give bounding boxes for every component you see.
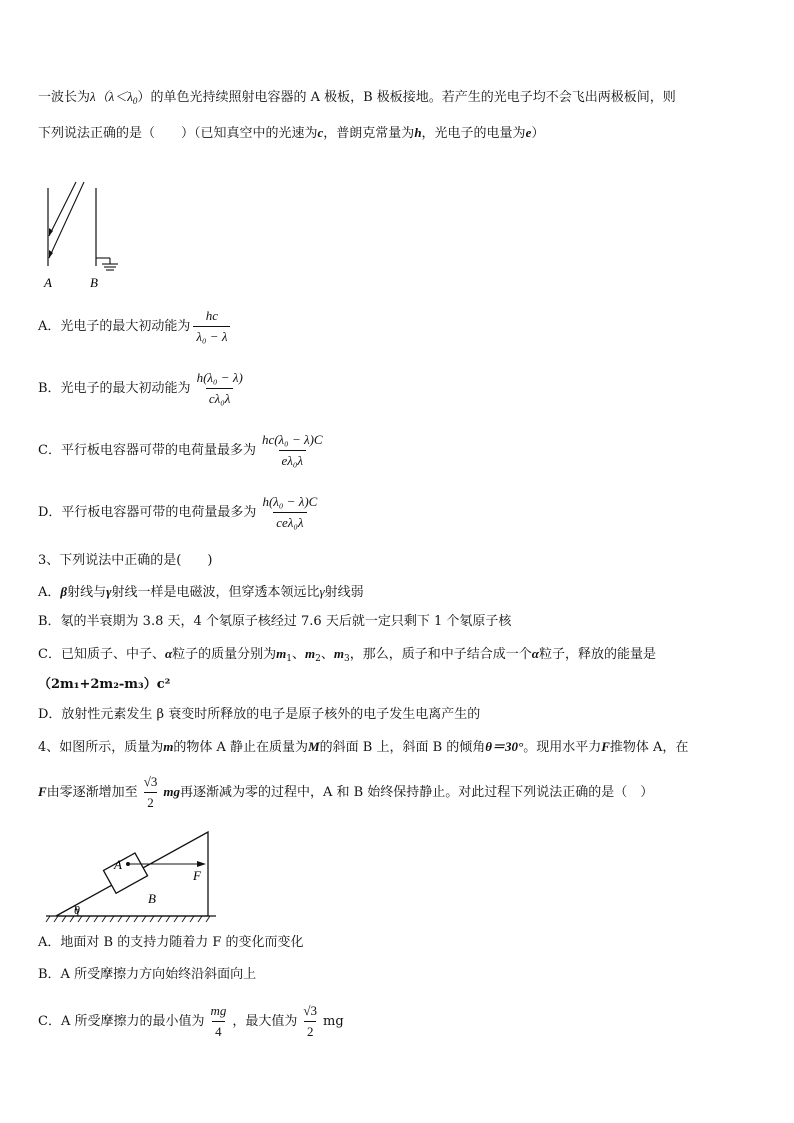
mass-symbol: m — [163, 739, 174, 754]
option-text: 射线弱 — [324, 585, 364, 600]
force-label: F — [193, 868, 201, 883]
question-2-stem-line-2 — [38, 123, 544, 144]
stem-text: 的物体 A 静止在质量为 — [173, 740, 309, 755]
fraction — [141, 773, 161, 812]
stem-text: 4、如图所示，质量为 — [38, 740, 164, 755]
numerator: h(λ₀ − λ) — [196, 370, 243, 385]
planck-symbol: h — [414, 125, 422, 140]
plate-a-label: A — [44, 275, 52, 290]
subscript: 3 — [344, 654, 350, 664]
incline-b-label: B — [148, 891, 156, 906]
speed-of-light-symbol: c — [317, 125, 324, 140]
option-a[interactable] — [38, 307, 233, 347]
angle-value: θ＝30° — [485, 739, 524, 754]
plate-b-label: B — [90, 275, 98, 290]
stem-text: 一波长为 — [38, 90, 91, 105]
option-text: 射线一样是电磁波，但穿透本领远比 — [111, 585, 320, 600]
option-text: ，最大值为 — [232, 1014, 298, 1029]
subscript: 1 — [286, 654, 293, 664]
lambda-symbol: λ — [90, 89, 96, 104]
stem-text: 再逐渐减为零的过程中，A 和 B 始终保持静止。对此过程下列说法正确的是（ ） — [179, 785, 654, 800]
ground-hatching — [46, 916, 210, 922]
question-3-option-d[interactable]: D．放射性元素发生 β 衰变时所释放的电子是原子核外的电子发生电离产生的 — [38, 707, 481, 722]
option-text: mg — [323, 1014, 344, 1029]
option-text: 射线与 — [67, 585, 107, 600]
stem-text: 下列说法正确的是（ ）（已知真空中的光速为 — [38, 126, 318, 141]
question-4-option-a[interactable]: A．地面对 B 的支持力随着力 F 的变化而变化 — [38, 935, 304, 950]
beta-symbol: β — [60, 584, 68, 599]
angle-label: θ — [74, 903, 80, 917]
fraction — [207, 1002, 229, 1041]
denominator: eλ₀λ — [279, 450, 307, 470]
denominator: ceλ₀λ — [273, 512, 306, 532]
option-label: D．平行板电容器可带的电荷量最多为 — [38, 505, 257, 520]
mass-symbol: m — [333, 646, 345, 661]
stem-text: 。现用水平力 — [523, 740, 602, 755]
fraction — [259, 431, 326, 470]
option-text: C．已知质子、中子、 — [38, 647, 165, 662]
lambda-sub: 0 — [132, 96, 138, 106]
force-symbol: F — [38, 784, 47, 799]
option-label: B．光电子的最大初动能为 — [38, 381, 191, 396]
capacitor-figure — [38, 178, 138, 293]
force-arrowhead — [197, 861, 206, 867]
stem-text: ） — [137, 90, 151, 105]
question-4-stem-line-1 — [38, 737, 688, 758]
mass-symbol: M — [308, 739, 320, 754]
mass-symbol: m — [305, 646, 316, 661]
fraction — [300, 1002, 320, 1041]
mass-symbol: m — [276, 646, 287, 661]
alpha-symbol: α — [164, 646, 173, 661]
gamma-symbol: γ — [319, 584, 325, 599]
numerator: hc — [205, 308, 219, 323]
block-a-label: A — [114, 857, 122, 872]
fraction — [194, 369, 246, 408]
option-text: 粒子的质量分别为 — [172, 647, 277, 662]
numerator: mg — [210, 1003, 227, 1018]
numerator: hc(λ₀ − λ)C — [261, 432, 323, 447]
stem-text: 由零逐渐增加至 — [46, 785, 138, 800]
question-3-option-b[interactable]: B．氡的半衰期为 3.8 天，4 个氡原子核经过 7.6 天后就一定只剩下 1 个氡原子核 — [38, 614, 512, 629]
stem-text: ，光电子的电量为 — [421, 126, 526, 141]
denominator: cλ₀λ — [206, 388, 234, 408]
denominator: 2 — [144, 792, 157, 812]
charge-symbol: e — [525, 125, 532, 140]
numerator: √3 — [143, 774, 158, 789]
option-text: C．A 所受摩擦力的最小值为 — [38, 1014, 205, 1029]
question-2-stem-line-1 — [38, 87, 676, 111]
lambda-condition: （λ＜λ — [95, 89, 133, 104]
option-text: ，那么，质子和中子结合成一个 — [349, 647, 532, 662]
question-3-stem: 3、下列说法中正确的是( ) — [38, 553, 213, 568]
question-4-stem-line-2 — [38, 772, 653, 813]
stem-text: 推物体 A，在 — [609, 740, 689, 755]
incline-figure — [38, 826, 238, 926]
stem-text: 的斜面 B 上，斜面 B 的倾角 — [319, 740, 486, 755]
block-a — [103, 853, 147, 893]
fraction — [259, 493, 320, 532]
question-3-option-c-energy: （2m₁+2m₂-m₃）c² — [38, 677, 171, 692]
stem-text: ） — [531, 126, 545, 141]
denominator: 4 — [212, 1021, 225, 1041]
option-label: C．平行板电容器可带的电荷量最多为 — [38, 443, 256, 458]
numerator: √3 — [303, 1003, 318, 1018]
option-d[interactable] — [38, 493, 323, 533]
question-3-option-a[interactable] — [38, 582, 364, 603]
option-c[interactable] — [38, 431, 329, 471]
option-b[interactable] — [38, 369, 249, 409]
subscript: 2 — [315, 654, 321, 664]
option-label: A．光电子的最大初动能为 — [38, 319, 191, 334]
alpha-symbol: α — [531, 646, 539, 661]
question-4-option-c[interactable] — [38, 1002, 344, 1042]
denominator: 2 — [304, 1021, 317, 1041]
light-ray-2 — [49, 182, 84, 258]
fraction — [193, 307, 230, 346]
question-3-option-c[interactable]: C．已知质子、中子、α粒子的质量分别为$m_1$、$m_2$、$m_3$，那么，质子和中子结合成一个α粒子，释放的能量是 — [38, 646, 657, 664]
gamma-symbol: γ — [106, 584, 112, 599]
stem-text: 的单色光持续照射电容器的 A 极板，B 极板接地。若产生的光电子均不会飞出两极板间，则 — [150, 90, 676, 105]
numerator: h(λ₀ − λ)C — [262, 494, 318, 509]
option-text: 粒子，释放的能量是 — [539, 647, 657, 662]
denominator: λ₀ − λ — [193, 326, 230, 346]
stem-text: ，普朗克常量为 — [323, 126, 415, 141]
option-label: A． — [38, 585, 61, 600]
mg-symbol: mg — [163, 784, 180, 799]
force-symbol: F — [601, 739, 610, 754]
question-4-option-b[interactable]: B．A 所受摩擦力方向始终沿斜面向上 — [38, 967, 257, 982]
